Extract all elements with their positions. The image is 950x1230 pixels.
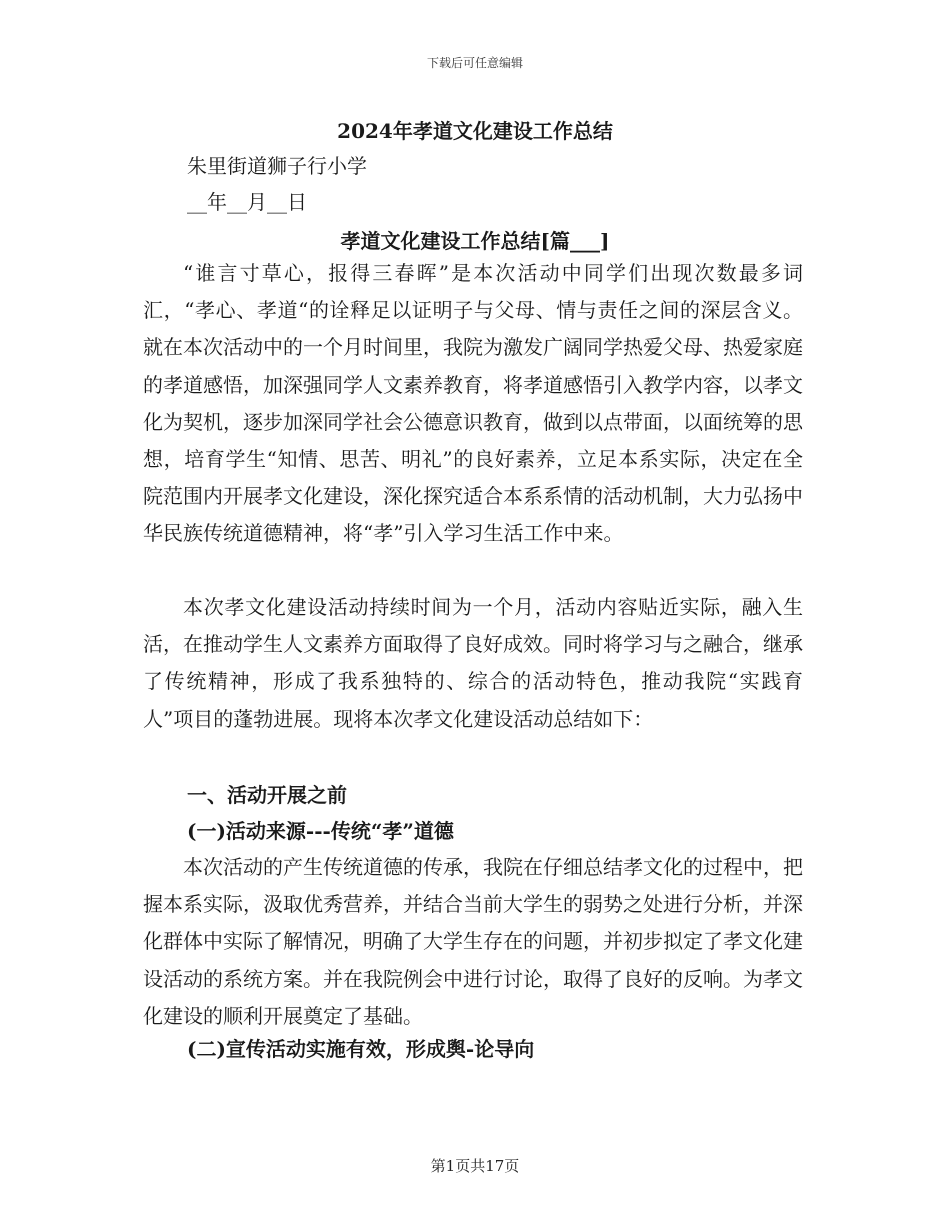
heading-subsection-1: (一)活动来源---传统“孝”道德 (187, 819, 454, 843)
author-line: 朱里街道狮子行小学 (187, 154, 367, 178)
paragraph-origin: 本次活动的产生传统道德的传承，我院在仔细总结孝文化的过程中，把握本系实际，汲取优秀营养，并结合当前大学生的弱势之处进行分析，并深化群体中实际了解情况，明确了大学生存在的问题，并初步拟定了孝文化建设活动的系统方案。并在我院例会中进行讨论，取得了良好的反响。为孝文化建设的顺利开展奠定了基础。 (143, 855, 803, 1028)
document-title: 2024年孝道文化建设工作总结 (337, 119, 613, 143)
date-line: __年__月__日 (187, 190, 307, 214)
heading-section-1: 一、活动开展之前 (187, 783, 347, 807)
heading-subsection-2: (二)宣传活动实施有效，形成舆-论导向 (187, 1037, 535, 1061)
paragraph-intro: “谁言寸草心，报得三春晖”是本次活动中同学们出现次数最多词汇，“孝心、孝道“的诠释足以证明子与父母、情与责任之间的深层含义。就在本次活动中的一个月时间里，我院为激发广阔同学热爱父母、热爱家庭的孝道感悟，加深强同学人文素养教育，将孝道感悟引入教学内容，以孝文化为契机，逐步加深同学社会公德意识教育，做到以点带面，以面统筹的思想，培育学生“知情、思苦、明礼”的良好素养，立足本系实际，决定在全院范围内开展孝文化建设，深化探究适合本系系情的活动机制，大力弘扬中华民族传统道德精神，将“孝”引入学习生活工作中来。 (143, 261, 803, 546)
section-subtitle: 孝道文化建设工作总结[篇___] (340, 229, 610, 253)
header-note: 下载后可任意编辑 (426, 56, 523, 70)
page-footer: 第1页共17页 (430, 1157, 520, 1175)
paragraph-summary: 本次孝文化建设活动持续时间为一个月，活动内容贴近实际，融入生活，在推动学生人文素养方面取得了良好成效。同时将学习与之融合，继承了传统精神，形成了我系独特的、综合的活动特色，推动我院“实践育人”项目的蓬勃进展。现将本次孝文化建设活动总结如下： (143, 595, 803, 731)
